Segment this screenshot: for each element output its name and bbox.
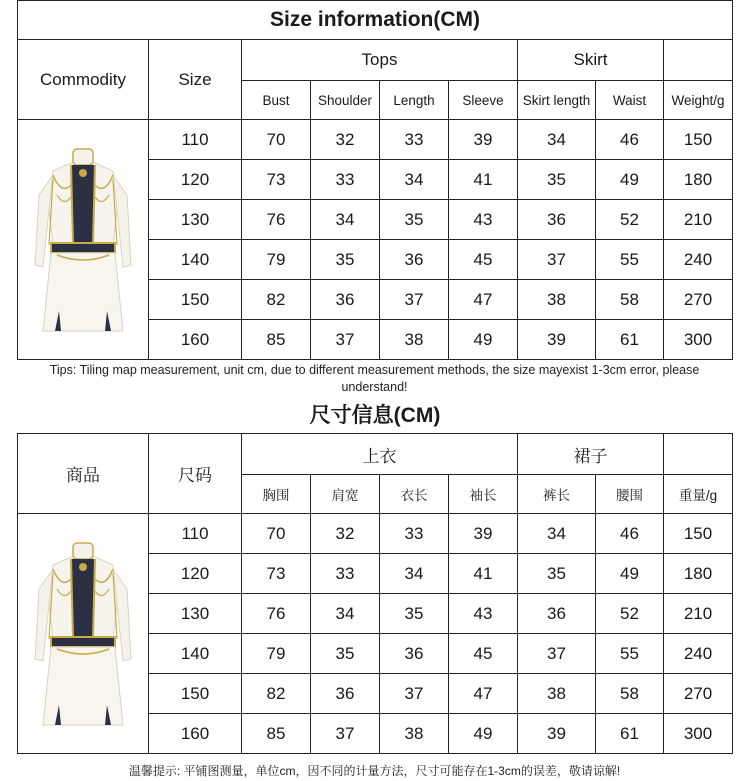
- length-header: Length: [380, 81, 449, 120]
- length-value: 37: [380, 280, 449, 320]
- size-value: 140: [149, 240, 242, 280]
- table-row: [18, 514, 733, 554]
- length-value: 38: [380, 714, 449, 754]
- waist-value: 52: [596, 594, 664, 634]
- bust-value: 73: [242, 554, 311, 594]
- tops-group-header: 上衣: [242, 434, 518, 475]
- shoulder-value: 37: [311, 320, 380, 360]
- waist-value: 46: [596, 514, 664, 554]
- waist-value: 58: [596, 674, 664, 714]
- bust-value: 70: [242, 514, 311, 554]
- size-value: 110: [149, 120, 242, 160]
- size-value: 160: [149, 320, 242, 360]
- size-value: 150: [149, 674, 242, 714]
- waist-header: 腰围: [596, 475, 664, 514]
- skirt-length-value: 38: [518, 280, 596, 320]
- bust-value: 82: [242, 280, 311, 320]
- sleeve-header: Sleeve: [449, 81, 518, 120]
- waist-value: 46: [596, 120, 664, 160]
- shoulder-header: 肩宽: [311, 475, 380, 514]
- dress-image: [31, 135, 135, 345]
- size-value: 130: [149, 200, 242, 240]
- shoulder-header: Shoulder: [311, 81, 380, 120]
- weight-value: 240: [664, 634, 733, 674]
- skirt-group-header: Skirt: [518, 40, 664, 81]
- bust-value: 79: [242, 634, 311, 674]
- sleeve-value: 43: [449, 594, 518, 634]
- shoulder-value: 37: [311, 714, 380, 754]
- skirt-length-value: 36: [518, 594, 596, 634]
- shoulder-value: 35: [311, 240, 380, 280]
- waist-value: 52: [596, 200, 664, 240]
- bust-value: 85: [242, 320, 311, 360]
- shoulder-value: 36: [311, 280, 380, 320]
- bust-value: 76: [242, 594, 311, 634]
- waist-value: 58: [596, 280, 664, 320]
- length-header: 衣长: [380, 475, 449, 514]
- bust-header: Bust: [242, 81, 311, 120]
- bust-value: 85: [242, 714, 311, 754]
- skirt-length-value: 39: [518, 714, 596, 754]
- skirt-length-value: 39: [518, 320, 596, 360]
- bust-header: 胸围: [242, 475, 311, 514]
- skirt-length-value: 34: [518, 514, 596, 554]
- waist-value: 49: [596, 160, 664, 200]
- blank-group-header: [664, 40, 733, 81]
- length-value: 38: [380, 320, 449, 360]
- size-value: 110: [149, 514, 242, 554]
- skirt-length-value: 37: [518, 240, 596, 280]
- sleeve-value: 45: [449, 634, 518, 674]
- weight-value: 300: [664, 320, 733, 360]
- skirt-length-value: 34: [518, 120, 596, 160]
- commodity-image-cell: [18, 514, 149, 754]
- sleeve-value: 49: [449, 320, 518, 360]
- weight-value: 180: [664, 554, 733, 594]
- sleeve-value: 43: [449, 200, 518, 240]
- dress-image: [31, 529, 135, 739]
- skirt-length-value: 37: [518, 634, 596, 674]
- skirt-length-value: 35: [518, 160, 596, 200]
- sleeve-value: 49: [449, 714, 518, 754]
- blank-group-header: [664, 434, 733, 475]
- shoulder-value: 33: [311, 160, 380, 200]
- tops-group-header: Tops: [242, 40, 518, 81]
- tips-note: 温馨提示: 平铺图测量，单位cm，因不同的计量方法，尺寸可能存在1-3cm的误差，敬请谅解!: [128, 764, 621, 778]
- size-header: Size: [149, 40, 242, 120]
- shoulder-value: 36: [311, 674, 380, 714]
- shoulder-value: 33: [311, 554, 380, 594]
- shoulder-value: 32: [311, 120, 380, 160]
- length-value: 35: [380, 200, 449, 240]
- weight-value: 180: [664, 160, 733, 200]
- table-row: [18, 120, 733, 160]
- chinese-size-block: [17, 395, 732, 779]
- bust-value: 73: [242, 160, 311, 200]
- skirt-length-value: 38: [518, 674, 596, 714]
- weight-value: 270: [664, 674, 733, 714]
- shoulder-value: 35: [311, 634, 380, 674]
- skirt-length-value: 36: [518, 200, 596, 240]
- waist-value: 55: [596, 240, 664, 280]
- commodity-header: 商品: [18, 434, 149, 514]
- length-value: 36: [380, 240, 449, 280]
- size-value: 120: [149, 160, 242, 200]
- skirt-length-value: 35: [518, 554, 596, 594]
- commodity-header: Commodity: [18, 40, 149, 120]
- shoulder-value: 32: [311, 514, 380, 554]
- length-value: 37: [380, 674, 449, 714]
- waist-value: 61: [596, 714, 664, 754]
- length-value: 36: [380, 634, 449, 674]
- length-value: 35: [380, 594, 449, 634]
- bust-value: 82: [242, 674, 311, 714]
- weight-value: 210: [664, 200, 733, 240]
- weight-value: 240: [664, 240, 733, 280]
- length-value: 33: [380, 514, 449, 554]
- sleeve-value: 41: [449, 554, 518, 594]
- length-value: 34: [380, 160, 449, 200]
- sleeve-value: 47: [449, 280, 518, 320]
- chinese-size-table: [17, 395, 733, 754]
- english-size-table: [17, 0, 733, 360]
- waist-value: 55: [596, 634, 664, 674]
- shoulder-value: 34: [311, 200, 380, 240]
- size-value: 160: [149, 714, 242, 754]
- weight-value: 210: [664, 594, 733, 634]
- size-value: 120: [149, 554, 242, 594]
- bust-value: 76: [242, 200, 311, 240]
- size-value: 140: [149, 634, 242, 674]
- waist-header: Waist: [596, 81, 664, 120]
- skirt-group-header: 裙子: [518, 434, 664, 475]
- size-value: 150: [149, 280, 242, 320]
- bust-value: 70: [242, 120, 311, 160]
- weight-header: Weight/g: [664, 81, 733, 120]
- sleeve-value: 39: [449, 120, 518, 160]
- weight-value: 150: [664, 120, 733, 160]
- skirt-length-header: 裤长: [518, 475, 596, 514]
- english-size-block: [17, 0, 732, 398]
- commodity-image-cell: [18, 120, 149, 360]
- sleeve-value: 41: [449, 160, 518, 200]
- weight-value: 150: [664, 514, 733, 554]
- table-title: 尺寸信息(CM): [18, 395, 733, 434]
- length-value: 33: [380, 120, 449, 160]
- waist-value: 61: [596, 320, 664, 360]
- weight-header: 重量/g: [664, 475, 733, 514]
- size-header: 尺码: [149, 434, 242, 514]
- weight-value: 270: [664, 280, 733, 320]
- weight-value: 300: [664, 714, 733, 754]
- sleeve-value: 47: [449, 674, 518, 714]
- tips-note: Tips: Tiling map measurement, unit cm, due to different measurement methods, the size mayexist 1-3cm error, please understand!: [49, 363, 700, 394]
- sleeve-value: 39: [449, 514, 518, 554]
- bust-value: 79: [242, 240, 311, 280]
- sleeve-value: 45: [449, 240, 518, 280]
- length-value: 34: [380, 554, 449, 594]
- table-title: Size information(CM): [18, 1, 733, 40]
- skirt-length-header: Skirt length: [518, 81, 596, 120]
- sleeve-header: 袖长: [449, 475, 518, 514]
- waist-value: 49: [596, 554, 664, 594]
- shoulder-value: 34: [311, 594, 380, 634]
- size-value: 130: [149, 594, 242, 634]
